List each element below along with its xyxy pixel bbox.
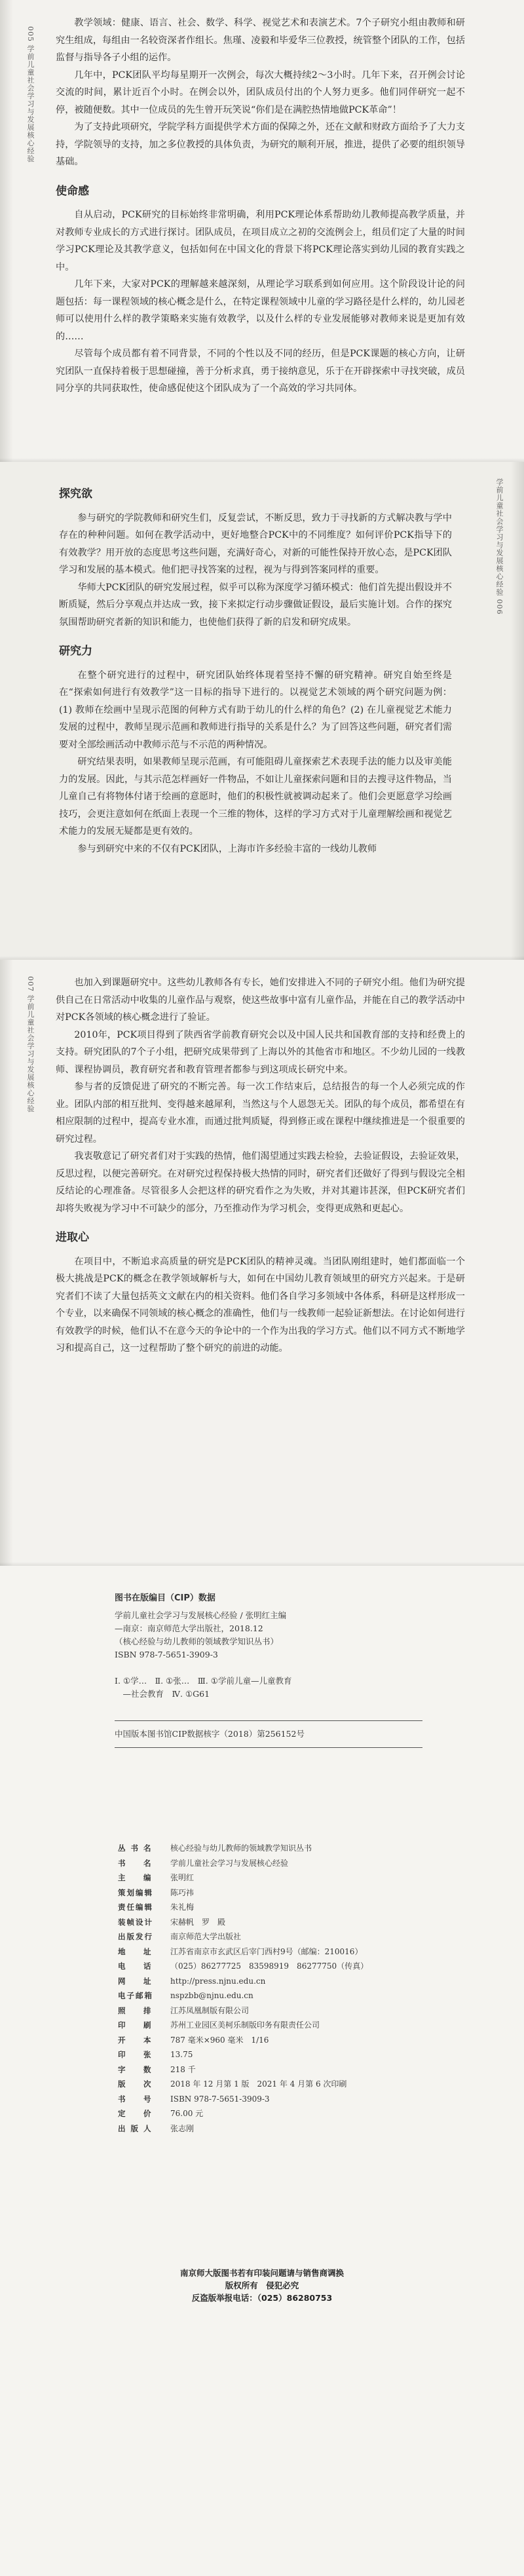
colophon-value: 218 千	[170, 2064, 196, 2074]
colophon-row	[118, 1929, 426, 1944]
colophon-label: 主 编	[118, 1873, 153, 1882]
cip-line: ISBN 978-7-5651-3909-3	[115, 1650, 218, 1659]
notice-line: 南京师大版图书若有印装问题请与销售商调换	[179, 2268, 344, 2278]
page-body	[59, 474, 452, 858]
colophon-row	[118, 2092, 426, 2107]
colophon-label: 出 版 人	[118, 2123, 153, 2133]
page-gutter	[0, 0, 13, 462]
book-page-2	[0, 462, 524, 960]
page-body	[56, 14, 465, 398]
paragraph: 研究结果表明，如果教师呈现示范画，有可能阻碍儿童探索艺术表现手法的能力以及审美能力的发展。因此，与其示范怎样画好一件物品，不如让儿童探索问题和目的去搜寻这件物品，当儿童自己有将物体付诸于绘画的意愿时，他们的积极性就被调动起来了。他们会更愿意学习绘画技巧，会更注意如何在纸面上表现一个三维的物体，这样的学习方式对于儿童理解绘画和视觉艺术能力的发展无疑都是更有效的。	[59, 757, 452, 837]
paragraph: 参与者的反馈促进了研究的不断完善。每一次工作结束后，总结报告的每一个人必须完成的作业。团队内部的相互批判、变得越来越犀利，当然这与个人恩怨无关。团队的每个成员，都希望在有相应限制的过程中，提高专业水准，而通过批判质疑，得到修正或在课程中继续推进是一个很重要的研究过程。	[56, 1082, 465, 1145]
running-header	[25, 976, 35, 1113]
header-title: 学前儿童社会学习与发展核心经验	[495, 478, 504, 596]
divider	[115, 1747, 422, 1748]
cip-title: 图书在版编目（CIP）数据	[115, 1593, 215, 1603]
colophon-label: 定 价	[118, 2109, 153, 2118]
cip-body	[115, 1609, 422, 1748]
paragraph: 几年下来，大家对PCK的理解越来越深刻，从理论学习联系到如何应用。这个阶段设计论的问题包括：每一课程领域的核心概念是什么，在特定课程领域中儿童的学习路径是什么样的，幼儿园老师可以使用什么样的教学策略来实施有效教学，以及什么样的专业发展能够对教师来说是更加有效的……	[56, 279, 465, 342]
colophon-label: 照 排	[118, 2005, 153, 2015]
cip-line: （核心经验与幼儿教师的领域教学知识丛书）	[115, 1637, 279, 1646]
colophon-row	[118, 1885, 426, 1901]
colophon-label: 策划编辑	[118, 1887, 153, 1897]
colophon-row	[118, 1856, 426, 1871]
colophon-label: 电子邮箱	[118, 1991, 153, 2000]
paragraph: 华师大PCK团队的研究发展过程，似乎可以称为深度学习循环模式：他们首先提出假设并不断质疑，然后分享观点并达成一致，接下来拟定行动步骤做证假设，最后实施计划。合作的探究氛围帮助研究者新的知识和能力，也使他们获得了新的启发和研究成果。	[59, 582, 452, 628]
paragraph: 也加入到课题研究中。这些幼儿教师各有专长，她们安排进入不同的子研究小组。他们为研究提供自己在日常活动中收集的儿童作品与观察，使这些故事中富有儿童作品，并能在自己的教学活动中对PCK各领域的核心概念进行了验证。	[56, 977, 465, 1023]
colophon-label: 网 址	[118, 1976, 153, 1986]
paragraph: 为了支持此项研究，学院学科方面提供学术方面的保障之外，还在文献和财政方面给予了大力支持，学院领导的支持，加之多位教授的具体负责，为研究的顺利开展，推进，提供了必要的组织领导基础。	[56, 122, 465, 167]
colophon-row	[118, 2121, 426, 2136]
colophon-value: 苏州工业园区美柯乐制版印务有限责任公司	[170, 2020, 320, 2030]
colophon-row	[118, 2003, 426, 2018]
colophon-value: （025）86277725 83598919 86277750（传真）	[170, 1961, 369, 1971]
paragraph: 教学领域：健康、语言、社会、数学、科学、视觉艺术和表演艺术。7个子研究小组由教师和研究生组成，每组由一名较资深者作组长。焦瑾、凌毅和毕爱华三位教授，统管整个团队的工作，包括监督与指导各子小组的运作。	[56, 18, 465, 63]
section-heading: 进取心	[56, 1231, 89, 1244]
colophon-value: 学前儿童社会学习与发展核心经验	[170, 1858, 289, 1868]
colophon-label: 装帧设计	[118, 1917, 153, 1927]
page-number: 006	[495, 599, 504, 615]
paragraph: 参与研究的学院教师和研究生们，反复尝试，不断反思，致力于寻找新的方式解决教与学中存在的种种问题。如何在教学活动中，更好地整合PCK中的不同维度？如何评价PCK指导下的有效教学？用开放的态度思考这些问题，充满好奇心，对新的可能性保持开放心态，是PCK团队学习和发展的基本模式。他们把寻找答案的过程，视为与得到答案同样的重要。	[59, 512, 452, 575]
cip-line	[115, 1701, 422, 1714]
notice-line: 版权所有 侵犯必究	[225, 2281, 299, 2290]
colophon-value: 核心经验与幼儿教师的领域教学知识丛书	[170, 1844, 312, 1853]
book-page-1	[0, 0, 524, 462]
cip-line	[115, 1661, 422, 1675]
paragraph: 尽管每个成员都有着不同背景，不同的个性以及不同的经历，但是PCK课题的核心方向，让研究团队一直保持着极于思想碰撞，善于分析求真，勇于接纳意见，乐于在开辟探索中寻找突破，成员同分享的共同获取性，使命感促使这个团队成为了一个高效的学习共同体。	[56, 349, 465, 394]
colophon-row	[118, 1870, 426, 1885]
page-gutter	[511, 462, 524, 960]
page-body	[56, 974, 465, 1357]
colophon-value: 江苏凤凰制版有限公司	[170, 2005, 250, 2015]
colophon-label: 出版发行	[118, 1932, 153, 1941]
colophon	[118, 1841, 426, 2136]
book-page-3	[0, 960, 524, 1566]
colophon-label: 丛 书 名	[118, 1844, 153, 1853]
paragraph: 几年中，PCK团队平均每星期开一次例会，每次大概持续2～3小时。几年下来，召开例会讨论交流的时间，累计近百个小时。在例会以外，团队成员付出的个人努力更多。他们同伴研究一起不停，被随便数。其中一位成员的先生曾开玩笑说“你们是在满腔热情地做PCK革命”！	[56, 69, 465, 115]
colophon-value: nspzbb@njnu.edu.cn	[170, 1991, 253, 2000]
colophon-row	[118, 2018, 426, 2033]
colophon-label: 书 号	[118, 2094, 153, 2104]
header-title: 学前儿童社会学习与发展核心经验	[26, 994, 35, 1113]
paragraph: 我衷敬意记了研究者们对于实践的热情，他们渴望通过实践去检验，去验证假设，去验证效果，反思过程，以便完善研究。在对研究过程保持极大热情的同时，研究者们还做好了得到与假设完全相反结论的心理准备。尽管很多人会把这样的研究看作之为失败，并对其避讳甚深，但PCK研究者们却将失败视为学习中不可缺少的部分，乃至推动作为学习机会，变得更成熟和更起心。	[56, 1151, 465, 1214]
cip-line: —社会教育 Ⅳ. ①G61	[115, 1689, 210, 1699]
paragraph: 在整个研究进行的过程中，研究团队始终体现着坚持不懈的研究精神。研究自始至终是在“探索如何进行有效教学”这一目标的指导下进行的。以视觉艺术领域的两个研究问题为例：(1) 教师在绘画中呈现示范图的何种方式有助于幼儿的什么样的角色？(2) 在儿童视觉艺术能力发展的过程中，教师呈现示范画和教师进行指导的关系是什么？为了回答这些问题，研究者们需要对全部绘画活动中教师示范与不示范的两种情况。	[59, 670, 452, 750]
running-header	[494, 478, 504, 615]
colophon-row	[118, 1915, 426, 1930]
copyright-page	[0, 1566, 524, 2576]
colophon-value: 朱礼梅	[170, 1903, 195, 1912]
colophon-row	[118, 2033, 426, 2048]
colophon-row	[118, 2062, 426, 2077]
colophon-row	[118, 1944, 426, 1960]
cip-line: 学前儿童社会学习与发展核心经验 / 张明红主编	[115, 1610, 287, 1620]
colophon-label: 地 址	[118, 1946, 153, 1956]
header-title: 学前儿童社会学习与发展核心经验	[26, 45, 35, 163]
colophon-row	[118, 1988, 426, 2003]
divider	[115, 1720, 422, 1721]
colophon-label: 字 数	[118, 2064, 153, 2074]
running-header	[25, 26, 35, 163]
colophon-label: 开 本	[118, 2035, 153, 2045]
colophon-value: 江苏省南京市玄武区后宰门西村9号（邮编：210016）	[170, 1946, 363, 1956]
colophon-row	[118, 2077, 426, 2092]
cip-line: 中国版本图书馆CIP数据核字（2018）第256152号	[115, 1729, 305, 1739]
paragraph: 自从启动，PCK研究的目标始终非常明确，利用PCK理论体系帮助幼儿教师提高教学质量，并对教师专业成长的方式进行探讨。团队成员，在项目成立之初的交流例会上，组员们定了大量的时间学习PCK理论及其教学意义，包括如何在中国文化的背景下将PCK理论落实到幼儿园的教育实践之中。	[56, 210, 465, 273]
colophon-value: 南京师范大学出版社	[170, 1932, 242, 1941]
notice-line: 反盗版举报电话：（025）86280753	[191, 2293, 333, 2303]
paragraph: 2010年，PCK项目得到了陕西省学前教育研究会以及中国人民共和国教育部的支持和经费上的支持。研究团队的7个子小组，把研究成果带到了上海以外的其他省市和地区。不少幼儿园的一线教师、课程协调员，教育研究者和教育管理者都参与到这项成长研究中来。	[56, 1029, 465, 1075]
colophon-value: 2018 年 12 月第 1 版 2021 年 4 月第 6 次印刷	[170, 2079, 347, 2089]
colophon-value: 787 毫米×960 毫米 1/16	[170, 2035, 269, 2045]
cip-line: —南京：南京师范大学出版社，2018.12	[115, 1623, 263, 1633]
cip-line: Ⅰ. ①学… Ⅱ. ①张… Ⅲ. ①学前儿童—儿童教育	[115, 1676, 292, 1686]
colophon-value: 13.75	[170, 2050, 193, 2059]
section-heading: 研究力	[59, 645, 92, 658]
colophon-row	[118, 1974, 426, 1989]
colophon-row	[118, 1841, 426, 1856]
colophon-label: 电 话	[118, 1961, 153, 1971]
colophon-label: 印 刷	[118, 2020, 153, 2030]
colophon-value: 宋赫帆 罗 殿	[170, 1917, 226, 1927]
colophon-value: 张明红	[170, 1873, 195, 1882]
colophon-value: 陈巧祎	[170, 1887, 195, 1897]
copyright-notice	[0, 2267, 524, 2304]
paragraph: 在项目中，不断追求高质量的研究是PCK团队的精神灵魂。当团队刚组建时，她们都面临一个极大挑战是PCK的概念在教学领域解析与大，如何在中国幼儿教育领域里的研究方兴起来。于是研究者们不读了大量包括英文文献在内的相关资料。他们各自学习多领域中各体系，科研是这样形成一个专业，以来确保不同领域的核心概念的准确性，他们与一线教师一起验证新想法。在讨论如何进行有效教学的时候，他们认不在意今天的争论中的一个作为出我的学习方式。他们以不同方式不断地学习和提高自己，这一过程帮助了整个研究的前进的动能。	[56, 1256, 465, 1354]
section-heading: 探究欲	[59, 487, 92, 501]
colophon-row	[118, 2047, 426, 2062]
colophon-value: ISBN 978-7-5651-3909-3	[170, 2094, 270, 2104]
colophon-label: 印 张	[118, 2050, 153, 2059]
section-heading: 使命感	[56, 184, 89, 198]
page-number: 007	[26, 976, 35, 992]
colophon-label: 责任编辑	[118, 1903, 153, 1912]
colophon-value: http://press.njnu.edu.cn	[170, 1976, 266, 1986]
page-number: 005	[26, 26, 35, 42]
colophon-value: 张志刚	[170, 2123, 195, 2133]
colophon-row	[118, 1959, 426, 1974]
colophon-row	[118, 1900, 426, 1915]
paragraph: 参与到研究中来的不仅有PCK团队，上海市许多经验丰富的一线幼儿教师	[77, 843, 377, 854]
colophon-value: 76.00 元	[170, 2109, 204, 2118]
page-gutter	[0, 960, 13, 1566]
cip-block	[115, 1592, 422, 1754]
colophon-label: 版 次	[118, 2079, 153, 2089]
colophon-row	[118, 2106, 426, 2121]
colophon-label: 书 名	[118, 1858, 153, 1868]
